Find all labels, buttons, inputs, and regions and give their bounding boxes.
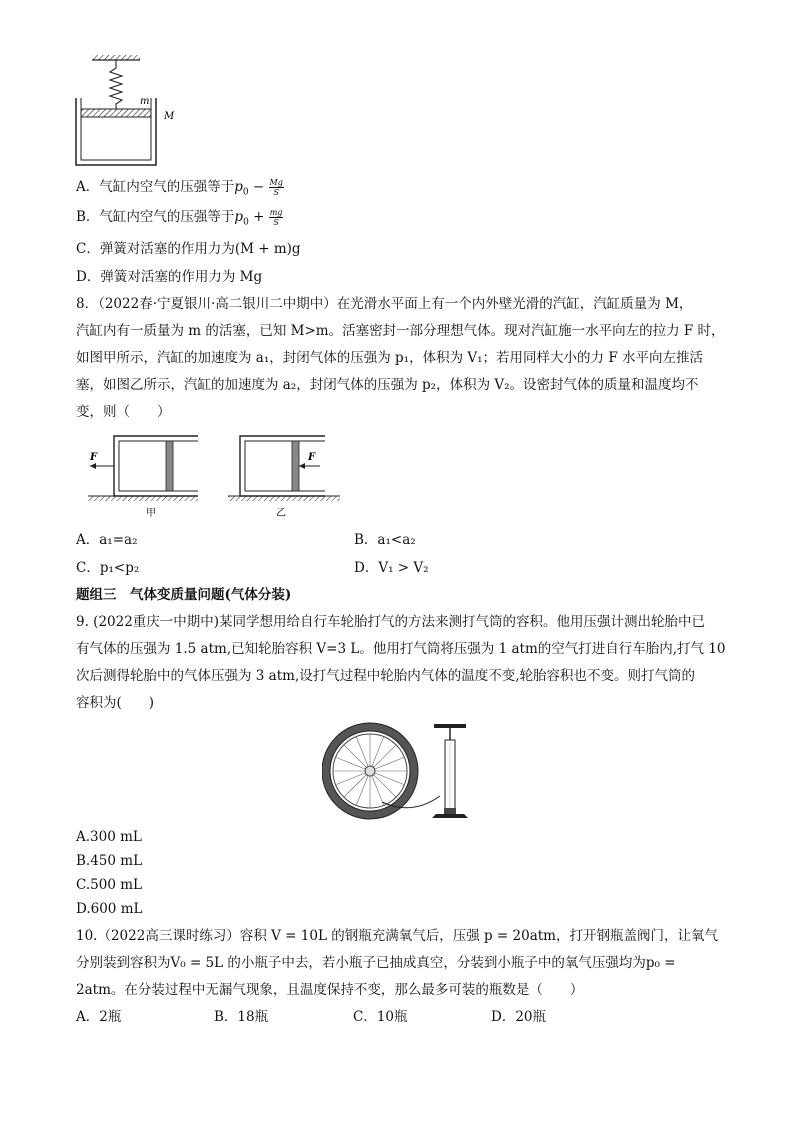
piston-mass-label: m — [140, 96, 150, 107]
group3-title: 题组三 气体变质量问题(气体分装) — [76, 587, 292, 603]
q7-option-c: C．弹簧对活塞的作用力为(M + m)g — [76, 241, 301, 257]
force-label-right: F — [308, 452, 316, 463]
q7-option-b: B．气缸内空气的压强等于$p_0$ + $\frac{mg}{S}$ — [76, 208, 283, 228]
q8-cylinder-figures — [80, 430, 340, 520]
q8-text-line5: 变，则（ ） — [76, 404, 171, 420]
q8-text-line2: 汽缸内有一质量为 m 的活塞，已知 M>m。活塞密封一部分理想气体。现对汽缸施一水平向左的拉力 F 时， — [76, 323, 725, 339]
cylinder-mass-label: M — [164, 111, 175, 122]
spring-piston-figure — [70, 54, 180, 169]
q9-text-line3: 次后测得轮胎中的气体压强为 3 atm,设打气过程中轮胎内气体的温度不变,轮胎容积也不变。则打气筒的 — [76, 668, 696, 684]
q10-option-d: D．20瓶 — [491, 1009, 547, 1025]
bicycle-wheel-pump-figure — [322, 716, 482, 826]
q10-text-line3: 2atm。在分装过程中无漏气现象，且温度保持不变，那么最多可装的瓶数是（ ） — [76, 982, 584, 998]
q7-option-d: D．弹簧对活塞的作用力为 Mg — [76, 269, 263, 285]
q9-text-line2: 有气体的压强为 1.5 atm,已知轮胎容积 V=3 L。他用打气筒将压强为 1 atm的空气打进自行车胎内,打气 10 — [76, 641, 726, 657]
fig-caption-left: 甲 — [146, 508, 156, 519]
q9-text-line1: 9. (2022重庆一中期中)某同学想用给自行车轮胎打气的方法来测打气筒的容积。他用压强计测出轮胎中已 — [76, 614, 706, 630]
q7-option-a: A．气缸内空气的压强等于$p_0$ − $\frac{Mg}{S}$ — [76, 178, 283, 198]
q8-text-line1: 8．（2022春·宁夏银川·高二银川二中期中）在光滑水平面上有一个内外壁光滑的汽缸，汽缸质量为 M， — [76, 296, 693, 312]
q9-option-b: B.450 mL — [76, 853, 143, 869]
force-label-left: F — [90, 452, 98, 463]
q8-option-d: D．V₁ > V₂ — [354, 560, 429, 576]
q10-text-line1: 10.（2022高三课时练习）容积 V = 10L 的钢瓶充满氧气后，压强 p = 20atm，打开钢瓶盖阀门，让氧气 — [76, 928, 718, 944]
fig-caption-right: 乙 — [276, 508, 286, 519]
q9-option-a: A.300 mL — [76, 829, 142, 845]
q9-text-line4: 容积为( ) — [76, 695, 155, 711]
q8-option-b: B．a₁<a₂ — [354, 532, 416, 548]
q10-option-a: A．2瓶 — [76, 1009, 122, 1025]
q10-option-c: C．10瓶 — [353, 1009, 408, 1025]
q9-option-d: D.600 mL — [76, 901, 143, 917]
q8-option-a: A．a₁=a₂ — [76, 532, 138, 548]
q10-option-b: B．18瓶 — [214, 1009, 269, 1025]
q8-text-line3: 如图甲所示，汽缸的加速度为 a₁，封闭气体的压强为 p₁，体积为 V₁；若用同样大小的力 F 水平向左推活 — [76, 350, 703, 366]
q8-text-line4: 塞，如图乙所示，汽缸的加速度为 a₂，封闭气体的压强为 p₂，体积为 V₂。设密封气体的质量和温度均不 — [76, 377, 699, 393]
q9-option-c: C.500 mL — [76, 877, 142, 893]
q8-option-c: C．p₁<p₂ — [76, 560, 140, 576]
q10-text-line2: 分别装到容积为V₀ = 5L 的小瓶子中去，若小瓶子已抽成真空，分装到小瓶子中的氧气压强均为p₀ = — [76, 955, 676, 971]
